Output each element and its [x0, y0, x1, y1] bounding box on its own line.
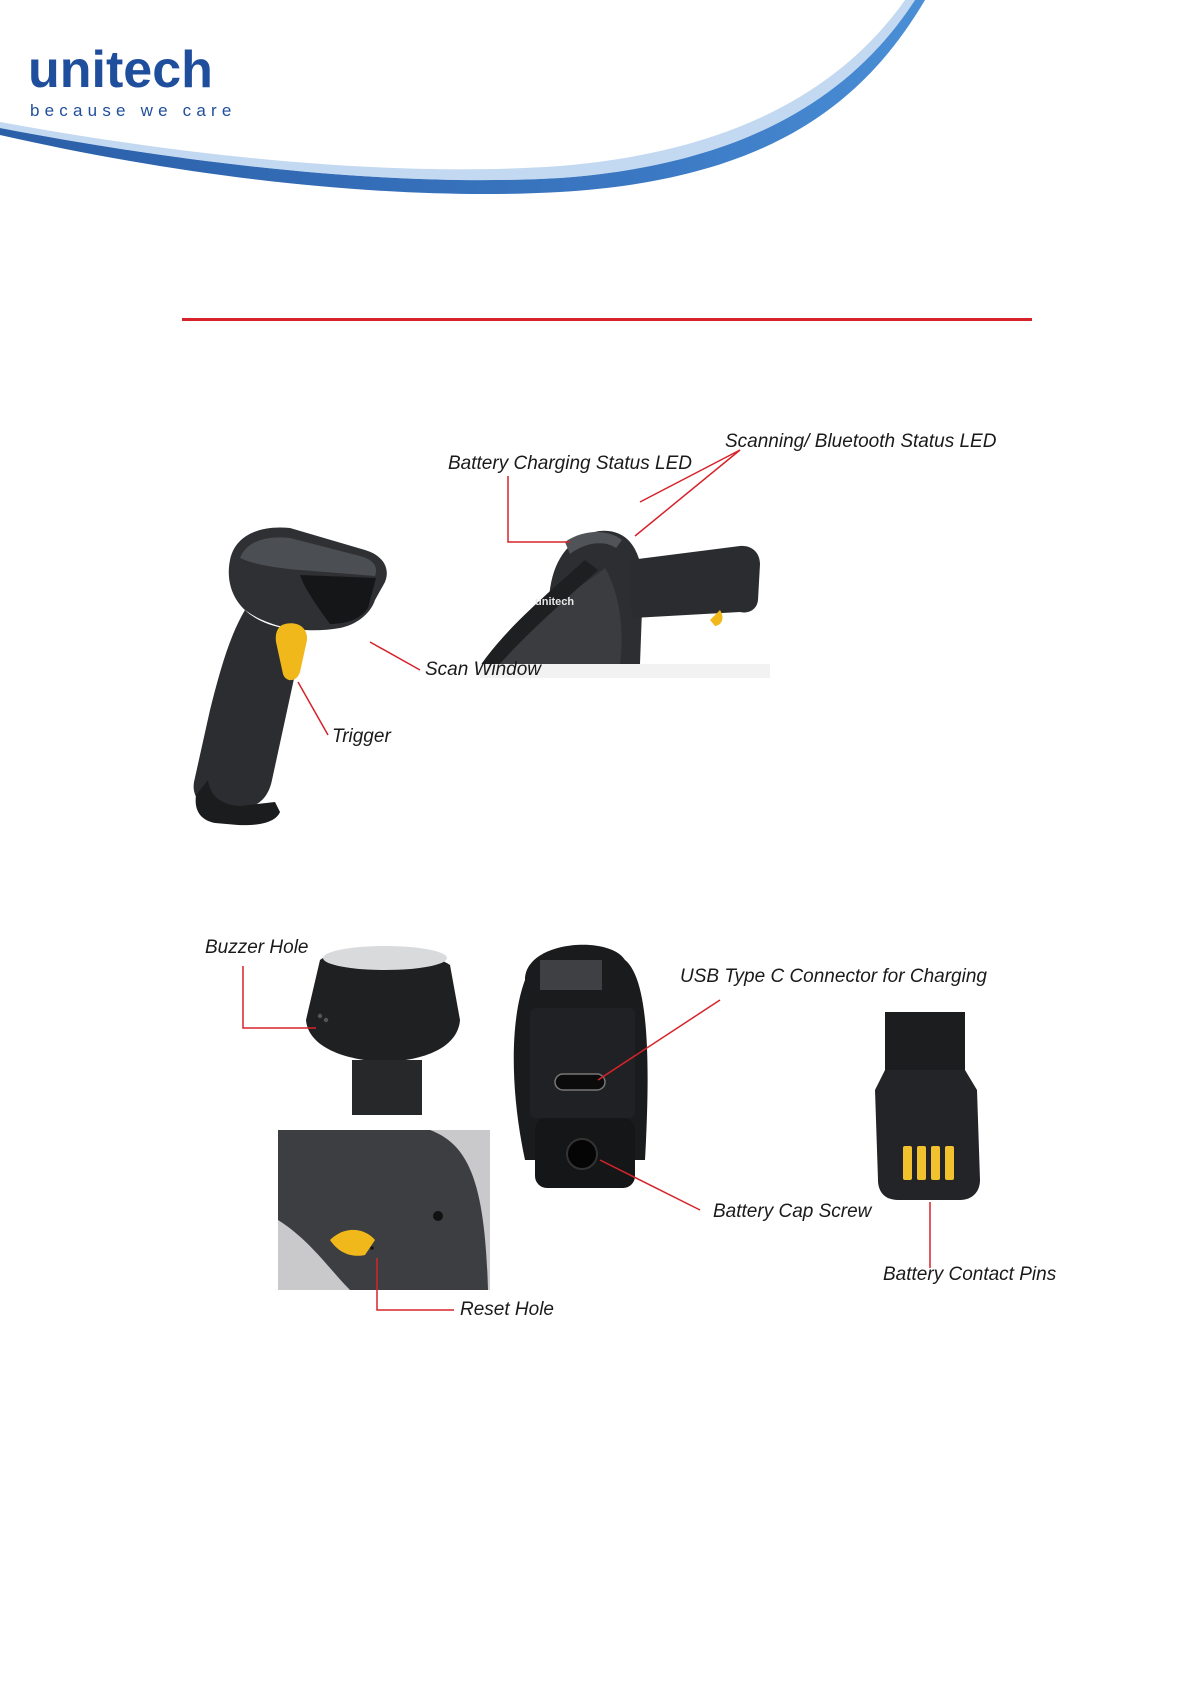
battery-image	[875, 1012, 980, 1200]
scanner-details-figure	[180, 920, 1080, 1340]
scanner-cradle-image	[480, 531, 770, 678]
label-battery-contact-pins: Battery Contact Pins	[883, 1264, 1057, 1285]
label-battery-cap-screw: Battery Cap Screw	[713, 1201, 872, 1222]
label-battery-charging-led: Battery Charging Status LED	[448, 453, 692, 474]
scanner-side-image	[194, 527, 387, 825]
label-trigger: Trigger	[332, 726, 391, 747]
scanner-overview-figure	[180, 431, 1080, 850]
usb-bottom-view-image	[514, 945, 648, 1188]
label-scanning-bluetooth-led: Scanning/ Bluetooth Status LED	[725, 431, 997, 452]
label-scan-window: Scan Window	[425, 659, 541, 680]
section-divider	[182, 318, 1032, 321]
label-buzzer-hole: Buzzer Hole	[205, 937, 309, 958]
label-usb-type-c: USB Type C Connector for Charging	[680, 966, 987, 987]
brand-logo: unitech	[28, 41, 213, 99]
buzzer-view-image	[306, 946, 460, 1115]
reset-view-image	[278, 1130, 490, 1290]
label-reset-hole: Reset Hole	[460, 1299, 554, 1320]
cradle-logo: unitech	[535, 596, 575, 608]
brand-tagline: because we care	[30, 101, 237, 120]
